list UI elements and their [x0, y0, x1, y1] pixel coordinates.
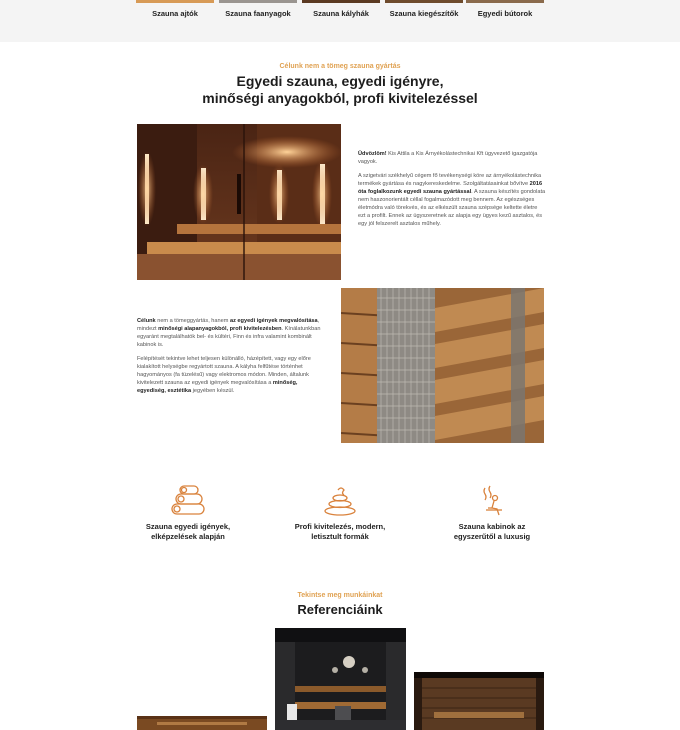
intro-title-line1: Egyedi szauna, egyedi igényre,: [236, 73, 444, 89]
towel-stack-icon: [168, 484, 208, 518]
category-item-szauna-ajtok[interactable]: [136, 0, 214, 18]
welcome-p2a: A szigetvári székhelyű cégem fő tevékenységi köre az árnyékolástechnika termékek gyártása és nagykereskedelme. Szolgáltatásainkat bővítve: [358, 173, 542, 187]
category-item-szauna-kiegeszitok[interactable]: [385, 0, 463, 18]
goal-p2c: jegyében készül.: [191, 388, 235, 394]
category-item-szauna-faanyagok[interactable]: [219, 0, 297, 18]
goal-f: . Kínálatunkban egyaránt megtalálhatók bel- és kültéri, Finn és infra valamint kombinált kabinok is.: [137, 326, 321, 348]
welcome-p2b: 2016 óta foglalkozunk egyedi szauna gyártással: [358, 181, 543, 195]
goal-d: , mindezt: [137, 318, 320, 332]
feature-professional-build: [265, 484, 415, 542]
category-label: Szauna kályhák: [313, 9, 369, 18]
sauna-wood-panel-photo: [341, 288, 544, 443]
goal-a: Célunk: [137, 318, 156, 324]
goal-p2a: Felépítését tekintve lehet teljesen különálló, házépített, vagy egy előre kialakított helységbe regyártott szauna. A kályha felfűtése történhet hagyományos (fa tüzelésű) vagy elektromos módon. Minden, általunk kivitelezett szauna az egyedi igények megvalósítása a: [137, 356, 311, 386]
goal-p2b: minőség, egyediség, esztétika: [137, 380, 298, 394]
category-thumbnail: [302, 0, 380, 3]
feature-cabins-range: [417, 484, 567, 542]
references-kicker: Tekintse meg munkáinkat: [297, 592, 383, 599]
category-thumbnail: [466, 0, 544, 3]
category-item-szauna-kalyhak[interactable]: [302, 0, 380, 18]
sauna-interior-photo: [137, 124, 341, 280]
reference-photo-2[interactable]: [275, 628, 406, 730]
category-label: Egyedi bútorok: [477, 9, 533, 18]
category-item-egyedi-butorok[interactable]: [466, 0, 544, 18]
sauna-person-icon: [472, 484, 512, 518]
feature-label-line2: letisztult formák: [311, 532, 369, 541]
goal-text: [137, 317, 325, 395]
welcome-text: [358, 150, 546, 228]
feature-label-line1: Szauna kabinok az: [458, 522, 526, 531]
reference-photo-3[interactable]: [414, 672, 544, 730]
welcome-p2c: . A szauna készítés gondolata nem haszonorientált céllal fogalmazódott meg bennem. Az egészséges életmódra való törekvés, és az elkészült szauna szépsége keltette életre ezt a profilt. Ennek az ügyszeretnek az alapja egy ügyes kezű asztalos, és egy jól felszerelt asztalos műhely.: [358, 189, 546, 227]
welcome-greeting: Üdvözlöm!: [358, 151, 387, 157]
goal-c: az egyedi igények megvalósítása: [229, 318, 318, 324]
goal-e: minőségi alapanyagokból, profi kivitelezésben: [158, 326, 282, 332]
category-label: Szauna ajtók: [152, 9, 198, 18]
category-thumbnail: [136, 0, 214, 3]
stones-icon: [320, 484, 360, 518]
intro-kicker: Célunk nem a tömeg szauna gyártás: [279, 63, 401, 70]
reference-photo-1[interactable]: [137, 716, 267, 730]
welcome-intro: Kis Attila a Kis Árnyékolástechnikai Kft ügyvezető igazgatója vagyok.: [358, 151, 538, 165]
intro-title-line2: minőségi anyagokból, profi kivitelezéssel: [202, 90, 478, 106]
feature-label-line1: Profi kivitelezés, modern,: [294, 522, 386, 531]
feature-label-line2: elképzelések alapján: [151, 532, 225, 541]
category-thumbnail: [385, 0, 463, 3]
category-label: Szauna faanyagok: [225, 9, 291, 18]
references-title: Referenciáink: [297, 602, 383, 617]
category-label: Szauna kiegészítők: [389, 9, 459, 18]
feature-label-line2: egyszerűtől a luxusig: [453, 532, 531, 541]
goal-b: nem a tömeggyártás, hanem: [155, 318, 230, 324]
feature-label-line1: Szauna egyedi igények,: [145, 522, 231, 531]
category-strip: [0, 0, 680, 42]
feature-custom-needs: [113, 484, 263, 542]
category-thumbnail: [219, 0, 297, 3]
